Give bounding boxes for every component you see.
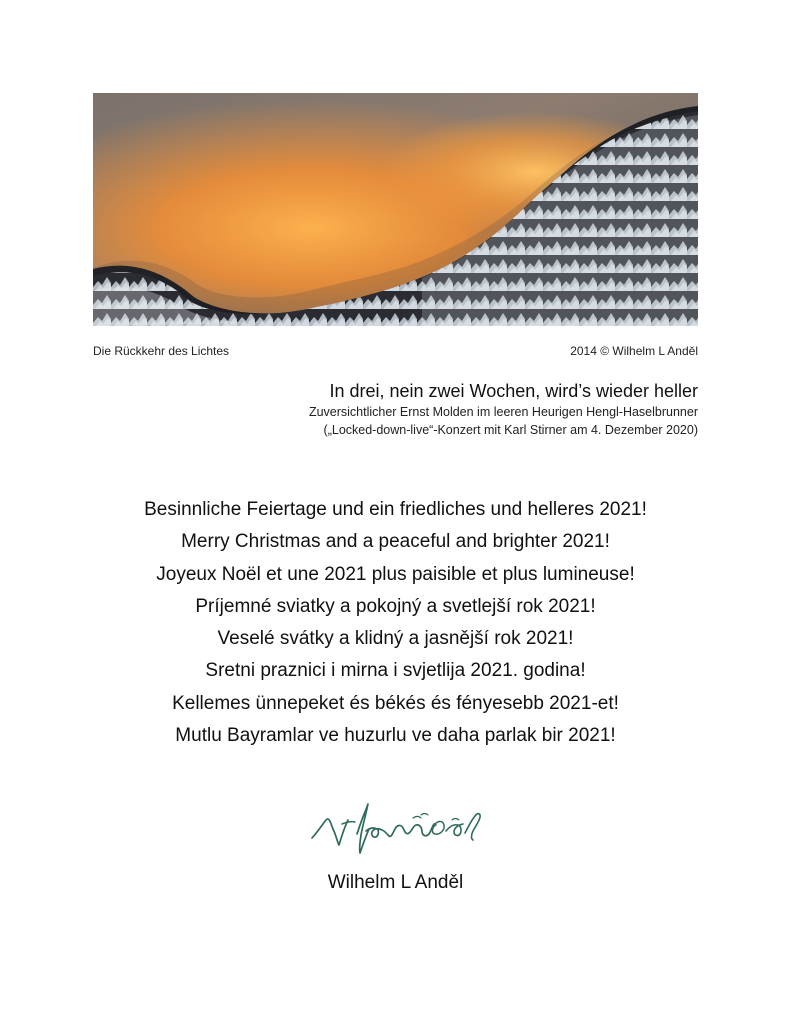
quote-block <box>198 379 698 439</box>
quote-line-1: Zuversichtlicher Ernst Molden im leeren Heurigen Hengl-Haselbrunner <box>308 405 698 419</box>
greeting-line-slovak: Príjemné sviatky a pokojný a svetlejší rok 2021! <box>195 595 596 617</box>
greeting-line-german: Besinnliche Feiertage und ein friedliches und helleres 2021! <box>144 499 647 520</box>
photo-caption-credit: 2014 © Wilhelm L Anděl <box>570 344 698 358</box>
signer-name: Wilhelm L Anděl <box>327 872 464 893</box>
quote-line-2: („Locked-down-live“-Konzert mit Karl Stirner am 4. Dezember 2020) <box>323 423 698 437</box>
greetings-list <box>0 494 791 752</box>
handwritten-signature <box>305 800 485 858</box>
photo-caption-row <box>93 342 698 360</box>
greeting-line-french: Joyeux Noël et une 2021 plus paisible et plus lumineuse! <box>156 563 635 585</box>
quote-title: In drei, nein zwei Wochen, wird’s wieder heller <box>329 381 698 401</box>
greeting-line-hungarian: Kellemes ünnepeket és békés és fényesebb 2021-et! <box>172 692 619 714</box>
photo-caption-title: Die Rückkehr des Lichtes <box>93 344 230 358</box>
greeting-line-croatian: Sretni praznici i mirna i svjetlija 2021. godina! <box>205 660 586 682</box>
greeting-line-english: Merry Christmas and a peaceful and brighter 2021! <box>181 531 610 553</box>
mountain-sunset-photo <box>93 93 698 326</box>
greeting-line-turkish: Mutlu Bayramlar ve huzurlu ve daha parlak bir 2021! <box>175 725 616 747</box>
greeting-line-czech: Veselé svátky a klidný a jasnější rok 2021! <box>217 628 574 650</box>
